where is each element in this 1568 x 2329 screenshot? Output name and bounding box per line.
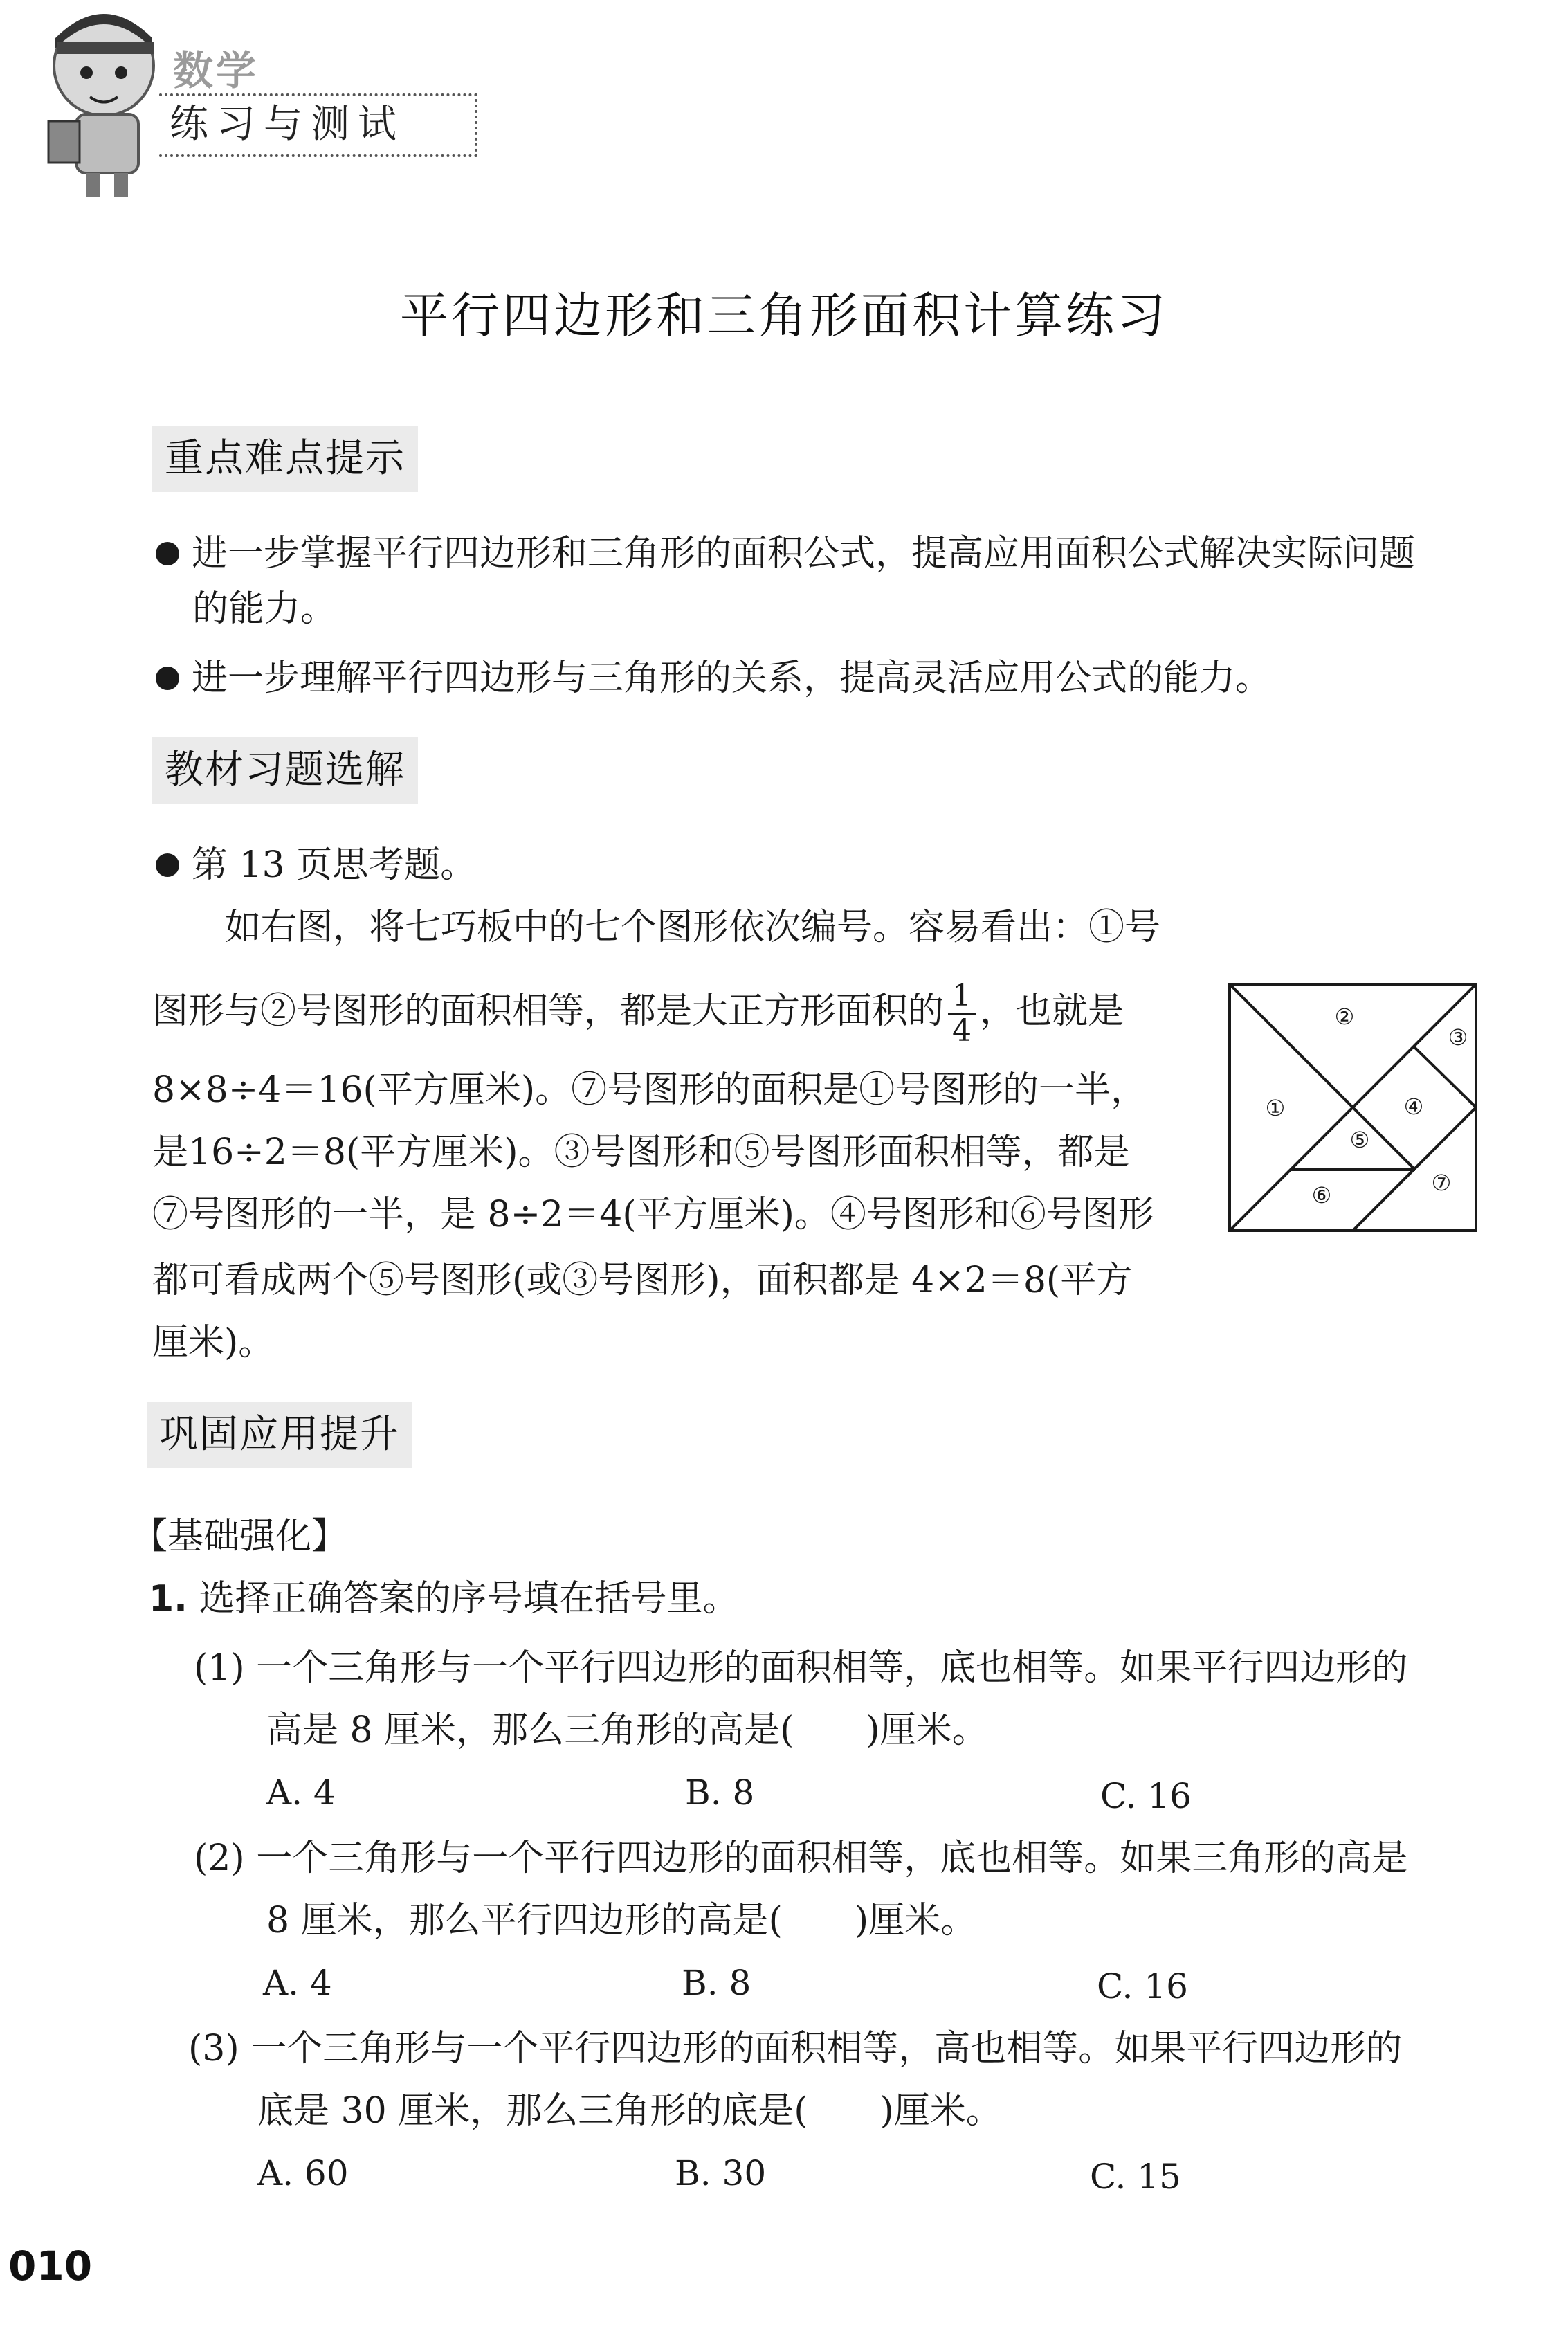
solution-line-5: ⑦号图形的一半，是 8÷2＝4(平方厘米)。④号图形和⑥号图形 [152,1194,1154,1235]
q1-item-2-line2: 8 厘米，那么平行四边形的高是( )厘米。 [266,1900,977,1941]
solution-line-1: 如右图，将七巧板中的七个图形依次编号。容易看出：①号 [225,907,1161,948]
q1-item-3-option-c: C. 15 [1090,2157,1181,2197]
fraction-one-quarter: $\frac{1}{4}$ [948,979,976,1048]
tangram-label-6: ⑥ [1311,1182,1332,1208]
bullet-dot [156,853,179,877]
q1-item-1-option-b: B. 8 [685,1773,755,1813]
q1-item-1-option-a: A. 4 [266,1773,336,1813]
q1-item-3-line2: 底是 30 厘米，那么三角形的底是( )厘米。 [257,2090,1002,2132]
q1-item-2-line1: (2) 一个三角形与一个平行四边形的面积相等，底也相等。如果三角形的高是 [194,1838,1408,1879]
solution-line-4: 是16÷2＝8(平方厘米)。③号图形和⑤号图形面积相等，都是 [152,1132,1130,1173]
q1-item-2-option-c: C. 16 [1097,1966,1188,2006]
q1-item-1-line1: (1) 一个三角形与一个平行四边形的面积相等，底也相等。如果平行四边形的 [194,1647,1408,1689]
q1-item-3-line1: (3) 一个三角形与一个平行四边形的面积相等，高也相等。如果平行四边形的 [188,2028,1403,2069]
solution-line-3: 8×8÷4＝16(平方厘米)。⑦号图形的面积是①号图形的一半， [152,1069,1147,1111]
bullet-2: 进一步理解平行四边形与三角形的关系，提高灵活应用公式的能力。 [156,651,1512,706]
q1-item-1-line2: 高是 8 厘米，那么三角形的高是( )厘米。 [266,1710,988,1751]
solution-line-7: 厘米)。 [152,1322,275,1363]
q1-item-3-option-b: B. 30 [675,2153,767,2193]
q1-item-3-option-a: A. 60 [257,2153,349,2193]
tangram-label-2: ② [1334,1004,1355,1030]
brand-subject: 数学 [173,47,259,94]
section-heading-practice: 巩固应用提升 [147,1402,412,1468]
brand-title: 练习与测试 [170,102,405,147]
tangram-label-4: ④ [1403,1094,1424,1120]
page-number: 010 [8,2242,93,2290]
section-heading-textbook: 教材习题选解 [152,737,418,804]
solution-line-6: 都可看成两个⑤号图形(或③号图形)，面积都是 4×2＝8(平方 [152,1260,1133,1301]
tangram-label-5: ⑤ [1349,1127,1370,1153]
page-title: 平行四边形和三角形面积计算练习 [400,287,1168,344]
tangram-label-3: ③ [1448,1024,1468,1051]
q1-item-1-option-c: C. 16 [1100,1776,1192,1816]
subheading-basic: 【基础强化】 [131,1516,348,1557]
bullet-1: 进一步掌握平行四边形和三角形的面积公式，提高应用面积公式解决实际问题 [156,526,1512,581]
question-1: 1. 选择正确答案的序号填在括号里。 [149,1578,739,1620]
tangram-label-7: ⑦ [1431,1170,1452,1196]
tangram-edge [1414,1014,1446,1046]
bullet-1-cont: 的能力。 [192,588,337,630]
bullet-dot [156,542,179,565]
solution-line-2: 图形与②号图形的面积相等，都是大正方形面积的 $\frac{1}{4}$ ，也就是 [152,978,1124,1049]
section-heading-key-points: 重点难点提示 [152,426,418,492]
bullet-dot [156,667,179,690]
tangram-figure [1228,983,1477,1232]
textbook-item: 第 13 页思考题。 [156,837,476,893]
tangram-label-1: ① [1265,1095,1286,1121]
tangram-edge [1230,984,1353,1107]
q1-item-2-option-b: B. 8 [682,1963,751,2003]
q1-item-2-option-a: A. 4 [263,1963,332,2003]
